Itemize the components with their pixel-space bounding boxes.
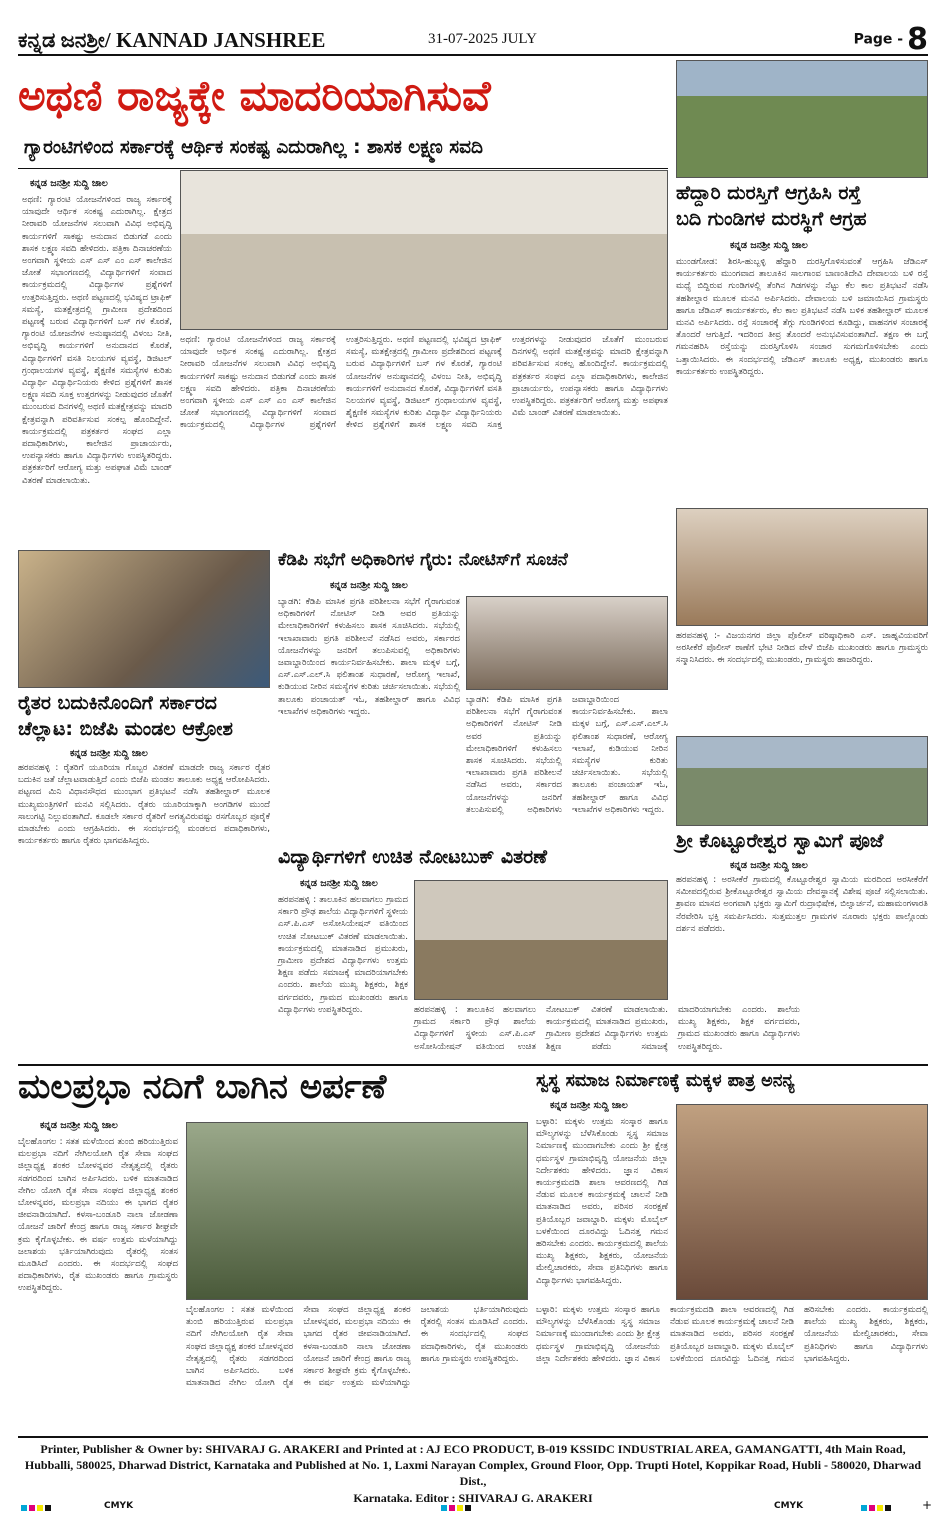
article3-byline: ಕನ್ನಡ ಜನಶ್ರೀ ಸುದ್ದಿ ಜಾಲ (70, 748, 148, 759)
article4-photo (466, 596, 668, 690)
swatch-black (885, 1505, 891, 1511)
newspaper-title: ಕನ್ನಡ ಜನಶ್ರೀ/ KANNAD JANSHREE (18, 28, 326, 52)
article1-body-cols: ಅಥಣಿ: ಗ್ಯಾರಂಟಿ ಯೋಜನೆಗಳಿಂದ ರಾಜ್ಯ ಸರ್ಕಾರಕ್ಕೆ ಯಾವುದೇ ಆರ್ಥಿಕ ಸಂಕಷ್ಟ ಎದುರಾಗಿಲ್ಲ. ಕ್ಷೇತ್ರದ ನೀರಾವರಿ ಯೋಜನೆಗಳ ಸಲುವಾಗಿ ವಿವಿಧ ಅಭಿವೃದ್ಧಿ ಕಾರ್ಯಗಳಿಗೆ ಸಾಕಷ್ಟು ಅನುದಾನ ಬಿಡುಗಡೆ ಎಂದು ಶಾಸಕ ಲಕ್ಷ್ಮಣ ಸವದಿ ಹೇಳಿದರು. ಪತ್ರಿಕಾ ದಿನಾಚರಣೆಯ ಅಂಗವಾಗಿ ಸ್ಥಳೀಯ ಎಸ್ ಎಸ್ ಎಂ ಎಸ್ ಕಾಲೇಜಿನ ಜೋತೆ ಸಭಾಂಗಣದಲ್ಲಿ ವಿದ್ಯಾರ್ಥಿಗಳಿಗೆ ಸಂವಾದ ಕಾರ್ಯಕ್ರಮದಲ್ಲಿ ವಿದ್ಯಾರ್ಥಿಗಳ ಪ್ರಶ್ನೆಗಳಿಗೆ ಉತ್ತರಿಸುತ್ತಿದ್ದರು. ಅಥಣಿ ಪಟ್ಟಣದಲ್ಲಿ ಭವಿಷ್ಯದ ಟ್ರಾಫಿಕ್ ಸಮಸ್ಯೆ, ಮತಕ್ಷೇತ್ರದಲ್ಲಿ ಗ್ರಾಮೀಣ ಪ್ರದೇಶದಿಂದ ಪಟ್ಟಣಕ್ಕೆ ಬರುವ ವಿದ್ಯಾರ್ಥಿಗಳಿಗೆ ಬಸ್ ಗಳ ಕೊರತೆ, ಗ್ಯಾರಂಟಿ ಯೋಜನೆಗಳ ಅನುಷ್ಠಾನದಲ್ಲಿ ವಿಳಂಬ ನೀತಿ, ಅಭಿವೃದ್ಧಿ ಕಾರ್ಯಗಳಿಗೆ ಅನುದಾನದ ಕೊರತೆ, ವಿದ್ಯಾರ್ಥಿಗಳಿಗೆ ವಸತಿ ನಿಲಯಗಳ ವ್ಯವಸ್ಥೆ, ಡಿಜಿಟಲ್ ಗ್ರಂಥಾಲಯಗಳ ವ್ಯವಸ್ಥೆ, ಶೈಕ್ಷಣಿಕ ಸಮಸ್ಯೆಗಳ ಕುರಿತು ವಿದ್ಯಾರ್ಥಿ ವಿದ್ಯಾರ್ಥಿನಿಯರು ಕೇಳಿದ ಪ್ರಶ್ನೆಗಳಿಗೆ ಶಾಸಕ ಲಕ್ಷ್ಮಣ ಸವದಿ ಸೂಕ್ತ ಉತ್ತರಗಳನ್ನು ನೀಡುವುದರ ಜೊತೆಗೆ ಮುಂಬರುವ ದಿನಗಳಲ್ಲಿ ಅಥಣಿ ಮತಕ್ಷೇತ್ರವನ್ನು ಮಾದರಿ ಕ್ಷೇತ್ರವನ್ನಾಗಿ ಪರಿವರ್ತಿಸುವ ಸಂಕಲ್ಪ ಹೊಂದಿದ್ದೇನೆ. ಕಾರ್ಯಕ್ರಮದಲ್ಲಿ ಪತ್ರಕರ್ತರ ಸಂಘದ ಎಲ್ಲಾ ಪದಾಧಿಕಾರಿಗಳು, ಕಾಲೇಜಿನ ಪ್ರಾಚಾರ್ಯರು, ಉಪನ್ಯಾಸಕರು ಹಾಗೂ ವಿದ್ಯಾರ್ಥಿಗಳು ಉಪಸ್ಥಿತರಿದ್ದರು. ಪತ್ರಕರ್ತರಿಗೆ ಆರೋಗ್ಯ ಮತ್ತು ಅಪಘಾತ ವಿಮೆ ಬಾಂಡ್ ವಿತರಣೆ ಮಾಡಲಾಯಿತು. (180, 335, 668, 431)
cmyk-marker-left (100, 1500, 137, 1519)
article7-body-col1: ಹರಪನಹಳ್ಳಿ : ತಾಲೂಕಿನ ಹಲವಾಗಲು ಗ್ರಾಮದ ಸರ್ಕಾರಿ ಪ್ರೌಢ ಶಾಲೆಯ ವಿದ್ಯಾರ್ಥಿಗಳಿಗೆ ಸ್ಥಳೀಯ ಎಸ್.ಪಿ.ಎಸ್ ಅಸೋಸಿಯೇಷನ್ ವತಿಯಿಂದ ಉಚಿತ ನೋಟಬುಕ್ ವಿತರಣೆ ಮಾಡಲಾಯಿತು. ಕಾರ್ಯಕ್ರಮದಲ್ಲಿ ಮಾತನಾಡಿದ ಪ್ರಮುಖರು, ಗ್ರಾಮೀಣ ಪ್ರದೇಶದ ವಿದ್ಯಾರ್ಥಿಗಳು ಉತ್ತಮ ಶಿಕ್ಷಣ ಪಡೆದು ಸಮಾಜಕ್ಕೆ ಮಾದರಿಯಾಗಬೇಕು ಎಂದರು. ಶಾಲೆಯ ಮುಖ್ಯ ಶಿಕ್ಷಕರು, ಶಿಕ್ಷಕ ವರ್ಗದವರು, ಗ್ರಾಮದ ಮುಖಂಡರು ಹಾಗೂ ವಿದ್ಯಾರ್ಥಿಗಳು ಉಪಸ್ಥಿತರಿದ್ದರು. (278, 895, 408, 1015)
swatch-black (45, 1505, 51, 1511)
cmyk-label: CMYK (104, 1501, 134, 1511)
article1-photo (180, 170, 668, 330)
article8-body-cols: ಬೈಲಹೊಂಗಲ : ಸತತ ಮಳೆಯಿಂದ ತುಂಬಿ ಹರಿಯುತ್ತಿರುವ ಮಲಪ್ರಭಾ ನದಿಗೆ ನೇಗಿಲಯೋಗಿ ರೈತ ಸೇವಾ ಸಂಘದ ಜಿಲ್ಲಾಧ್ಯಕ್ಷ ಶಂಕರ ಬೋಳನ್ನವರ ನೇತೃತ್ವದಲ್ಲಿ ರೈತರು ಸಡಗರದಿಂದ ಬಾಗಿನ ಅರ್ಪಿಸಿದರು. ಬಳಿಕ ಮಾತನಾಡಿದ ನೇಗಿಲ ಯೋಗಿ ರೈತ ಸೇವಾ ಸಂಘದ ಜಿಲ್ಲಾಧ್ಯಕ್ಷ ಶಂಕರ ಬೋಳನ್ನವರ, ಮಲಪ್ರಭಾ ನದಿಯು ಈ ಭಾಗದ ರೈತರ ಜೀವನಾಡಿಯಾಗಿದೆ. ಕಳಸಾ-ಬಂಡೂರಿ ನಾಲಾ ಜೋಡಣಾ ಯೋಜನೆ ಜಾರಿಗೆ ಕೇಂದ್ರ ಹಾಗೂ ರಾಜ್ಯ ಸರ್ಕಾರ ಶೀಘ್ರವೇ ಕ್ರಮ ಕೈಗೊಳ್ಳಬೇಕು. ಈ ವರ್ಷ ಉತ್ತಮ ಮಳೆಯಾಗಿದ್ದು ಜಲಾಶಯ ಭರ್ತಿಯಾಗಿರುವುದು ರೈತರಲ್ಲಿ ಸಂತಸ ಮೂಡಿಸಿದೆ ಎಂದರು. ಈ ಸಂದರ್ಭದಲ್ಲಿ ಸಂಘದ ಪದಾಧಿಕಾರಿಗಳು, ರೈತ ಮುಖಂಡರು ಹಾಗೂ ಗ್ರಾಮಸ್ಥರು ಉಪಸ್ಥಿತರಿದ್ದರು. (186, 1305, 528, 1389)
article5-photo (676, 508, 928, 626)
article8-body-col1: ಬೈಲಹೊಂಗಲ : ಸತತ ಮಳೆಯಿಂದ ತುಂಬಿ ಹರಿಯುತ್ತಿರುವ ಮಲಪ್ರಭಾ ನದಿಗೆ ನೇಗಿಲಯೋಗಿ ರೈತ ಸೇವಾ ಸಂಘದ ಜಿಲ್ಲಾಧ್ಯಕ್ಷ ಶಂಕರ ಬೋಳನ್ನವರ ನೇತೃತ್ವದಲ್ಲಿ ರೈತರು ಸಡಗರದಿಂದ ಬಾಗಿನ ಅರ್ಪಿಸಿದರು. ಬಳಿಕ ಮಾತನಾಡಿದ ನೇಗಿಲ ಯೋಗಿ ರೈತ ಸೇವಾ ಸಂಘದ ಜಿಲ್ಲಾಧ್ಯಕ್ಷ ಶಂಕರ ಬೋಳನ್ನವರ, ಮಲಪ್ರಭಾ ನದಿಯು ಈ ಭಾಗದ ರೈತರ ಜೀವನಾಡಿಯಾಗಿದೆ. ಕಳಸಾ-ಬಂಡೂರಿ ನಾಲಾ ಜೋಡಣಾ ಯೋಜನೆ ಜಾರಿಗೆ ಕೇಂದ್ರ ಹಾಗೂ ರಾಜ್ಯ ಸರ್ಕಾರ ಶೀಘ್ರವೇ ಕ್ರಮ ಕೈಗೊಳ್ಳಬೇಕು. ಈ ವರ್ಷ ಉತ್ತಮ ಮಳೆಯಾಗಿದ್ದು ಜಲಾಶಯ ಭರ್ತಿಯಾಗಿರುವುದು ರೈತರಲ್ಲಿ ಸಂತಸ ಮೂಡಿಸಿದೆ ಎಂದರು. ಈ ಸಂದರ್ಭದಲ್ಲಿ ಸಂಘದ ಪದಾಧಿಕಾರಿಗಳು, ರೈತ ಮುಖಂಡರು ಹಾಗೂ ಗ್ರಾಮಸ್ಥರು ಉಪಸ್ಥಿತರಿದ್ದರು. (18, 1137, 178, 1294)
crosshair-icon: + (922, 1498, 933, 1512)
article2-photo (676, 60, 928, 178)
color-swatches-right (860, 1500, 892, 1519)
article3-body: ಹರಪನಹಳ್ಳಿ : ರೈತರಿಗೆ ಯೂರಿಯಾ ಗೊಬ್ಬರ ವಿತರಣೆ ಮಾಡದೇ ರಾಜ್ಯ ಸರ್ಕಾರ ರೈತರ ಬದುಕಿನ ಜತೆ ಚೆಲ್ಲಾಟವಾಡುತ್ತಿದೆ ಎಂದು ಬಿಜೆಪಿ ಮಂಡಲ ತಾಲೂಕು ಅಧ್ಯಕ್ಷ ಆರೋಪಿಸಿದರು. ಪಟ್ಟಣದ ಮಿನಿ ವಿಧಾನಸೌಧದ ಮುಂಭಾಗ ಪ್ರತಿಭಟನೆ ನಡೆಸಿ ತಹಶೀಲ್ದಾರ್ ಮೂಲಕ ಮುಖ್ಯಮಂತ್ರಿಗಳಿಗೆ ಮನವಿ ಸಲ್ಲಿಸಿದರು. ರೈತರು ಯೂರಿಯಾಕ್ಕಾಗಿ ಅಂಗಡಿಗಳ ಮುಂದೆ ಸಾಲುಗಟ್ಟಿ ನಿಲ್ಲುವಂತಾಗಿದೆ. ಕೂಡಲೇ ಸರ್ಕಾರ ರೈತರಿಗೆ ಅಗತ್ಯವಿರುವಷ್ಟು ರಸಗೊಬ್ಬರ ಪೂರೈಕೆ ಮಾಡಬೇಕು ಎಂದು ಆಗ್ರಹಿಸಿದರು. ಈ ಸಂದರ್ಭದಲ್ಲಿ ಮಂಡಲದ ಪದಾಧಿಕಾರಿಗಳು, ಕಾರ್ಯಕರ್ತರು ಹಾಗೂ ರೈತರು ಭಾಗವಹಿಸಿದ್ದರು. (18, 763, 270, 847)
article7-headline: ವಿದ್ಯಾರ್ಥಿಗಳಿಗೆ ಉಚಿತ ನೋಟಬುಕ್ ವಿತರಣೆ (278, 846, 548, 868)
article9-byline: ಕನ್ನಡ ಜನಶ್ರೀ ಸುದ್ದಿ ಜಾಲ (550, 1100, 628, 1111)
imprint-footer (18, 1436, 928, 1505)
article2-headline-line1: ಹೆದ್ದಾರಿ ದುರಸ್ತಿಗೆ ಆಗ್ರಹಿಸಿ ರಸ್ತೆ (676, 182, 861, 204)
swatch-magenta (449, 1505, 455, 1511)
imprint-line-1: Printer, Publisher & Owner by: SHIVARAJ G. ARAKERI and Printed at : AJ ECO PRODUCT, B-019 KSSIDC INDUSTRIAL AREA, GAMANGATTI, 4th Main Road, (40, 1442, 906, 1456)
article6-byline: ಕನ್ನಡ ಜನಶ್ರೀ ಸುದ್ದಿ ಜಾಲ (730, 860, 808, 871)
article6-body: ಹರಪನಹಳ್ಳಿ : ಅರಸೀಕೆರೆ ಗ್ರಾಮದಲ್ಲಿ ಕೊಟ್ಟೂರೇಶ್ವರ ಸ್ವಾಮಿಯ ಮರದಿಂದ ಅರಸೀಕೆರೆಗೆ ಸಮೀಪದಲ್ಲಿರುವ ಶ್ರೀಕೊಟ್ಟೂರೇಶ್ವರ ಸ್ವಾಮಿಯ ದೇವಸ್ಥಾನಕ್ಕೆ ವಿಶೇಷ ಪೂಜೆ ಸಲ್ಲಿಸಲಾಯಿತು. ಶ್ರಾವಣ ಮಾಸದ ಅಂಗವಾಗಿ ಭಕ್ತರು ಸ್ವಾಮಿಗೆ ರುದ್ರಾಭಿಷೇಕ, ಬಿಲ್ವಾರ್ಚನೆ, ಮಹಾಮಂಗಳಾರತಿ ನೆರವೇರಿಸಿ ಭಕ್ತಿ ಸಮರ್ಪಿಸಿದರು. ಸುತ್ತಮುತ್ತಲ ಗ್ರಾಮಗಳ ನೂರಾರು ಭಕ್ತರು ಪಾಲ್ಗೊಂಡು ದರ್ಶನ ಪಡೆದರು. (676, 875, 928, 934)
article5-body: ಹರಪನಹಳ್ಳಿ :- ವಿಜಯನಗರ ಜಿಲ್ಲಾ ಪೊಲೀಸ್ ವರಿಷ್ಠಾಧಿಕಾರಿ ಎಸ್. ಜಾಹ್ನವಿಯವರಿಗೆ ಅರಸೀಕೆರೆ ಪೊಲೀಸ್ ಠಾಣೆಗೆ ಭೇಟಿ ನೀಡಿದ ವೇಳೆ ಬಿಜೆಪಿ ಮುಖಂಡರು ಹಾಗೂ ಗ್ರಾಮಸ್ಥರು ಸನ್ಮಾನಿಸಿದರು. ಈ ಸಂದರ್ಭದಲ್ಲಿ ಮುಖಂಡರು, ಗ್ರಾಮಸ್ಥರು ಹಾಜರಿದ್ದರು. (676, 631, 928, 666)
article3-photo (18, 550, 270, 688)
article4-body-cols: ಬ್ಯಾಡಗಿ: ಕೆಡಿಪಿ ಮಾಸಿಕ ಪ್ರಗತಿ ಪರಿಶೀಲನಾ ಸಭೆಗೆ ಗೈರಾಗುವಂತ ಅಧಿಕಾರಿಗಳಿಗೆ ನೋಟಿಸ್ ನೀಡಿ ಅವರ ಪ್ರತಿಯನ್ನು ಮೇಲಾಧಿಕಾರಿಗಳಿಗೆ ಕಳುಹಿಸಲು ಶಾಸಕ ಸೂಚಿಸಿದರು. ಸಭೆಯಲ್ಲಿ ಇಲಾಖಾವಾರು ಪ್ರಗತಿ ಪರಿಶೀಲನೆ ನಡೆಸಿದ ಅವರು, ಸರ್ಕಾರದ ಯೋಜನೆಗಳನ್ನು ಜನರಿಗೆ ತಲುಪಿಸುವಲ್ಲಿ ಅಧಿಕಾರಿಗಳು ಜವಾಬ್ದಾರಿಯಿಂದ ಕಾರ್ಯನಿರ್ವಹಿಸಬೇಕು. ಶಾಲಾ ಮಕ್ಕಳ ಬಗ್ಗೆ, ಎಸ್.ಎಸ್.ಎಲ್.ಸಿ ಫಲಿತಾಂಶ ಸುಧಾರಣೆ, ಆರೋಗ್ಯ ಇಲಾಖೆ, ಕುಡಿಯುವ ನೀರಿನ ಸಮಸ್ಯೆಗಳ ಕುರಿತು ಚರ್ಚಿಸಲಾಯಿತು. ಸಭೆಯಲ್ಲಿ ತಾಲೂಕು ಪಂಚಾಯತ್ ಇಓ, ತಹಶೀಲ್ದಾರ್ ಹಾಗೂ ವಿವಿಧ ಇಲಾಖೆಗಳ ಅಧಿಕಾರಿಗಳು ಇದ್ದರು. (466, 695, 668, 815)
swatch-yellow (37, 1505, 43, 1511)
article9-photo (676, 1104, 928, 1300)
article4-body-col1: ಬ್ಯಾಡಗಿ: ಕೆಡಿಪಿ ಮಾಸಿಕ ಪ್ರಗತಿ ಪರಿಶೀಲನಾ ಸಭೆಗೆ ಗೈರಾಗುವಂತ ಅಧಿಕಾರಿಗಳಿಗೆ ನೋಟಿಸ್ ನೀಡಿ ಅವರ ಪ್ರತಿಯನ್ನು ಮೇಲಾಧಿಕಾರಿಗಳಿಗೆ ಕಳುಹಿಸಲು ಶಾಸಕ ಸೂಚಿಸಿದರು. ಸಭೆಯಲ್ಲಿ ಇಲಾಖಾವಾರು ಪ್ರಗತಿ ಪರಿಶೀಲನೆ ನಡೆಸಿದ ಅವರು, ಸರ್ಕಾರದ ಯೋಜನೆಗಳನ್ನು ಜನರಿಗೆ ತಲುಪಿಸುವಲ್ಲಿ ಅಧಿಕಾರಿಗಳು ಜವಾಬ್ದಾರಿಯಿಂದ ಕಾರ್ಯನಿರ್ವಹಿಸಬೇಕು. ಶಾಲಾ ಮಕ್ಕಳ ಬಗ್ಗೆ, ಎಸ್.ಎಸ್.ಎಲ್.ಸಿ ಫಲಿತಾಂಶ ಸುಧಾರಣೆ, ಆರೋಗ್ಯ ಇಲಾಖೆ, ಕುಡಿಯುವ ನೀರಿನ ಸಮಸ್ಯೆಗಳ ಕುರಿತು ಚರ್ಚಿಸಲಾಯಿತು. ಸಭೆಯಲ್ಲಿ ತಾಲೂಕು ಪಂಚಾಯತ್ ಇಓ, ತಹಶೀಲ್ದಾರ್ ಹಾಗೂ ವಿವಿಧ ಇಲಾಖೆಗಳ ಅಧಿಕಾರಿಗಳು ಇದ್ದರು. (278, 597, 460, 717)
swatch-cyan (441, 1505, 447, 1511)
page-number: 8 (907, 22, 928, 57)
article4-byline: ಕನ್ನಡ ಜನಶ್ರೀ ಸುದ್ದಿ ಜಾಲ (330, 580, 408, 591)
article6-photo (676, 736, 928, 826)
article8-photo (186, 1122, 528, 1300)
swatch-yellow (877, 1505, 883, 1511)
imprint-line-2: Hubballi, 580025, Dharwad District, Karnataka and Published at No. 1, Laxmi Narayan Complex, Ground Floor, Opp. Trupti Hotel, Koppikar Road, Hubli - 580020, Dharwad Dist., (24, 1458, 922, 1489)
article8-byline: ಕನ್ನಡ ಜನಶ್ರೀ ಸುದ್ದಿ ಜಾಲ (40, 1120, 118, 1131)
swatch-black (465, 1505, 471, 1511)
masthead (18, 22, 928, 57)
article7-body-cols: ಹರಪನಹಳ್ಳಿ : ತಾಲೂಕಿನ ಹಲವಾಗಲು ಗ್ರಾಮದ ಸರ್ಕಾರಿ ಪ್ರೌಢ ಶಾಲೆಯ ವಿದ್ಯಾರ್ಥಿಗಳಿಗೆ ಸ್ಥಳೀಯ ಎಸ್.ಪಿ.ಎಸ್ ಅಸೋಸಿಯೇಷನ್ ವತಿಯಿಂದ ಉಚಿತ ನೋಟಬುಕ್ ವಿತರಣೆ ಮಾಡಲಾಯಿತು. ಕಾರ್ಯಕ್ರಮದಲ್ಲಿ ಮಾತನಾಡಿದ ಪ್ರಮುಖರು, ಗ್ರಾಮೀಣ ಪ್ರದೇಶದ ವಿದ್ಯಾರ್ಥಿಗಳು ಉತ್ತಮ ಶಿಕ್ಷಣ ಪಡೆದು ಸಮಾಜಕ್ಕೆ ಮಾದರಿಯಾಗಬೇಕು ಎಂದರು. ಶಾಲೆಯ ಮುಖ್ಯ ಶಿಕ್ಷಕರು, ಶಿಕ್ಷಕ ವರ್ಗದವರು, ಗ್ರಾಮದ ಮುಖಂಡರು ಹಾಗೂ ವಿದ್ಯಾರ್ಥಿಗಳು ಉಪಸ್ಥಿತರಿದ್ದರು. (414, 1005, 800, 1052)
cmyk-label: CMYK (774, 1501, 804, 1511)
swatch-yellow (457, 1505, 463, 1511)
registration-bar (0, 1500, 945, 1514)
article9-body-cols: ಬಳ್ಳಾರಿ: ಮಕ್ಕಳು ಉತ್ತಮ ಸಂಸ್ಕಾರ ಹಾಗೂ ಮೌಲ್ಯಗಳನ್ನು ಬೆಳೆಸಿಕೊಂಡು ಸ್ವಸ್ಥ ಸಮಾಜ ನಿರ್ಮಾಣಕ್ಕೆ ಮುಂದಾಗಬೇಕು ಎಂದು ಶ್ರೀ ಕ್ಷೇತ್ರ ಧರ್ಮಸ್ಥಳ ಗ್ರಾಮಾಭಿವೃದ್ಧಿ ಯೋಜನೆಯ ಜಿಲ್ಲಾ ನಿರ್ದೇಶಕರು ಹೇಳಿದರು. ಜ್ಞಾನ ವಿಕಾಸ ಕಾರ್ಯಕ್ರಮದಡಿ ಶಾಲಾ ಆವರಣದಲ್ಲಿ ಗಿಡ ನೆಡುವ ಮೂಲಕ ಕಾರ್ಯಕ್ರಮಕ್ಕೆ ಚಾಲನೆ ನೀಡಿ ಮಾತನಾಡಿದ ಅವರು, ಪರಿಸರ ಸಂರಕ್ಷಣೆ ಪ್ರತಿಯೊಬ್ಬರ ಜವಾಬ್ದಾರಿ. ಮಕ್ಕಳು ಮೊಬೈಲ್ ಬಳಕೆಯಿಂದ ದೂರವಿದ್ದು ಓದಿನತ್ತ ಗಮನ ಹರಿಸಬೇಕು ಎಂದರು. ಕಾರ್ಯಕ್ರಮದಲ್ಲಿ ಶಾಲೆಯ ಮುಖ್ಯ ಶಿಕ್ಷಕರು, ಶಿಕ್ಷಕರು, ಯೋಜನೆಯ ಮೇಲ್ವಿಚಾರಕರು, ಸೇವಾ ಪ್ರತಿನಿಧಿಗಳು ಹಾಗೂ ವಿದ್ಯಾರ್ಥಿಗಳು ಭಾಗವಹಿಸಿದ್ದರು. (536, 1305, 928, 1364)
swatch-magenta (29, 1505, 35, 1511)
article8-headline: ಮಲಪ್ರಭಾ ನದಿಗೆ ಬಾಗಿನ ಅರ್ಪಣೆ (18, 1067, 387, 1107)
article2-body: ಮುಂಡಗೋಡ: ಶಿರಸಿ-ಹುಬ್ಬಳ್ಳಿ ಹೆದ್ದಾರಿ ದುರಸ್ತಿಗೊಳಿಸುವಂತೆ ಆಗ್ರಹಿಸಿ ಜೆಡಿಎಸ್ ಕಾರ್ಯಕರ್ತರು ಮುಂಗವಾದ ತಾಲೂಕಿನ ಸಾಲಗಾಂವ ಬಾಣಂತಿದೇವಿ ದೇವಾಲಯ ಬಳಿ ರಸ್ತೆ ಮಧ್ಯೆ ಬಿದ್ದಿರುವ ಗುಂಡಿಗಳಲ್ಲಿ ತೆಂಗಿನ ಗಿಡಗಳನ್ನು ನೆಟ್ಟು ಕೆಲ ಕಾಲ ಪ್ರತಿಭಟನೆ ನಡೆಸಿ ತಹಶೀಲ್ದಾರ ಮೂಲಕ ಮನವಿ ಅರ್ಪಿಸಿದರು. ದೇವಾಲಯ ಬಳಿ ಜಮಾಯಿಸಿದ ಗ್ರಾಮಸ್ಥರು ಹಾಗೂ ಜೆಡಿಎಸ್ ಕಾರ್ಯಕರ್ತರು, ಕೆಲ ಕಾಲ ಪ್ರತಿಭಟನೆ ನಡೆಸಿ ಬಳಿಕ ತಹಶೀಲ್ದಾರ್ ಮೂಲಕ ಮನವಿ ಅರ್ಪಿಸಿದರು. ರಸ್ತೆ ಸಂಚಾರಕ್ಕೆ ತೆಗ್ಗು ಗುಂಡಿಗಳಿಂದ ಕೂಡಿದ್ದು, ವಾಹನಗಳ ಸಂಚಾರಕ್ಕೆ ತೊಂದರೆ ಆಗುತ್ತಿದೆ. ಇದರಿಂದ ತೀವ್ರ ತೊಂದರೆ ಅನುಭವಿಸುವಂತಾಗಿದೆ. ತಕ್ಷಣ ಈ ಬಗ್ಗೆ ಗಮನಹರಿಸಿ ರಸ್ತೆಯನ್ನು ದುರಸ್ತಿಗೊಳಿಸಿ ಸಂಚಾರ ಸುಗಮಗೊಳಿಸಬೇಕು ಎಂದು ಒತ್ತಾಯಿಸಿದರು. ಈ ಸಂದರ್ಭದಲ್ಲಿ ಜೆಡಿಎಸ್ ತಾಲೂಕು ಅಧ್ಯಕ್ಷ, ಮುಖಂಡರು ಹಾಗೂ ಕಾರ್ಯಕರ್ತರು ಉಪಸ್ಥಿತರಿದ್ದರು. (676, 257, 928, 377)
divider (18, 168, 668, 169)
article1-body-col1: ಅಥಣಿ: ಗ್ಯಾರಂಟಿ ಯೋಜನೆಗಳಿಂದ ರಾಜ್ಯ ಸರ್ಕಾರಕ್ಕೆ ಯಾವುದೇ ಆರ್ಥಿಕ ಸಂಕಷ್ಟ ಎದುರಾಗಿಲ್ಲ. ಕ್ಷೇತ್ರದ ನೀರಾವರಿ ಯೋಜನೆಗಳ ಸಲುವಾಗಿ ವಿವಿಧ ಅಭಿವೃದ್ಧಿ ಕಾರ್ಯಗಳಿಗೆ ಸಾಕಷ್ಟು ಅನುದಾನ ಬಿಡುಗಡೆ ಎಂದು ಶಾಸಕ ಲಕ್ಷ್ಮಣ ಸವದಿ ಹೇಳಿದರು. ಪತ್ರಿಕಾ ದಿನಾಚರಣೆಯ ಅಂಗವಾಗಿ ಸ್ಥಳೀಯ ಎಸ್ ಎಸ್ ಎಂ ಎಸ್ ಕಾಲೇಜಿನ ಜೋತೆ ಸಭಾಂಗಣದಲ್ಲಿ ವಿದ್ಯಾರ್ಥಿಗಳಿಗೆ ಸಂವಾದ ಕಾರ್ಯಕ್ರಮದಲ್ಲಿ ವಿದ್ಯಾರ್ಥಿಗಳ ಪ್ರಶ್ನೆಗಳಿಗೆ ಉತ್ತರಿಸುತ್ತಿದ್ದರು. ಅಥಣಿ ಪಟ್ಟಣದಲ್ಲಿ ಭವಿಷ್ಯದ ಟ್ರಾಫಿಕ್ ಸಮಸ್ಯೆ, ಮತಕ್ಷೇತ್ರದಲ್ಲಿ ಗ್ರಾಮೀಣ ಪ್ರದೇಶದಿಂದ ಪಟ್ಟಣಕ್ಕೆ ಬರುವ ವಿದ್ಯಾರ್ಥಿಗಳಿಗೆ ಬಸ್ ಗಳ ಕೊರತೆ, ಗ್ಯಾರಂಟಿ ಯೋಜನೆಗಳ ಅನುಷ್ಠಾನದಲ್ಲಿ ವಿಳಂಬ ನೀತಿ, ಅಭಿವೃದ್ಧಿ ಕಾರ್ಯಗಳಿಗೆ ಅನುದಾನದ ಕೊರತೆ, ವಿದ್ಯಾರ್ಥಿಗಳಿಗೆ ವಸತಿ ನಿಲಯಗಳ ವ್ಯವಸ್ಥೆ, ಡಿಜಿಟಲ್ ಗ್ರಂಥಾಲಯಗಳ ವ್ಯವಸ್ಥೆ, ಶೈಕ್ಷಣಿಕ ಸಮಸ್ಯೆಗಳ ಕುರಿತು ವಿದ್ಯಾರ್ಥಿ ವಿದ್ಯಾರ್ಥಿನಿಯರು ಕೇಳಿದ ಪ್ರಶ್ನೆಗಳಿಗೆ ಶಾಸಕ ಲಕ್ಷ್ಮಣ ಸವದಿ ಸೂಕ್ತ ಉತ್ತರಗಳನ್ನು ನೀಡುವುದರ ಜೊತೆಗೆ ಮುಂಬರುವ ದಿನಗಳಲ್ಲಿ ಅಥಣಿ ಮತಕ್ಷೇತ್ರವನ್ನು ಮಾದರಿ ಕ್ಷೇತ್ರವನ್ನಾಗಿ ಪರಿವರ್ತಿಸುವ ಸಂಕಲ್ಪ ಹೊಂದಿದ್ದೇನೆ. ಕಾರ್ಯಕ್ರಮದಲ್ಲಿ ಪತ್ರಕರ್ತರ ಸಂಘದ ಎಲ್ಲಾ ಪದಾಧಿಕಾರಿಗಳು, ಕಾಲೇಜಿನ ಪ್ರಾಚಾರ್ಯರು, ಉಪನ್ಯಾಸಕರು ಹಾಗೂ ವಿದ್ಯಾರ್ಥಿಗಳು ಉಪಸ್ಥಿತರಿದ್ದರು. ಪತ್ರಕರ್ತರಿಗೆ ಆರೋಗ್ಯ ಮತ್ತು ಅಪಘಾತ ವಿಮೆ ಬಾಂಡ್ ವಿತರಣೆ ಮಾಡಲಾಯಿತು. (22, 195, 173, 486)
article3-headline-line1: ರೈತರ ಬದುಕಿನೊಂದಿಗೆ ಸರ್ಕಾರದ (18, 692, 217, 714)
article2-byline: ಕನ್ನಡ ಜನಶ್ರೀ ಸುದ್ದಿ ಜಾಲ (730, 240, 808, 251)
article1-subhead: ಗ್ಯಾರಂಟಿಗಳಿಂದ ಸರ್ಕಾರಕ್ಕೆ ಆರ್ಥಿಕ ಸಂಕಷ್ಟ ಎದುರಾಗಿಲ್ಲ : ಶಾಸಕ ಲಕ್ಷ್ಮಣ ಸವದಿ (24, 137, 483, 158)
article3-headline-line2: ಚೆಲ್ಲಾಟ: ಬಿಜೆಪಿ ಮಂಡಲ ಆಕ್ರೋಶ (18, 718, 233, 740)
article4-headline: ಕೆಡಿಪಿ ಸಭೆಗೆ ಅಧಿಕಾರಿಗಳ ಗೈರು: ನೋಟಿಸ್‌ಗೆ ಸೂಚನೆ (278, 550, 568, 570)
color-swatches-left (20, 1500, 52, 1519)
swatch-cyan (21, 1505, 27, 1511)
cmyk-marker-right (770, 1500, 807, 1519)
article7-byline: ಕನ್ನಡ ಜನಶ್ರೀ ಸುದ್ದಿ ಜಾಲ (300, 878, 378, 889)
page-indicator (854, 22, 928, 57)
article7-photo (414, 880, 668, 1000)
article2-headline-line2: ಬದಿ ಗುಂಡಿಗಳ ದುರಸ್ಥಿಗೆ ಆಗ್ರಹ (676, 208, 867, 230)
article1-headline: ಅಥಣಿ ರಾಜ್ಯಕ್ಕೇ ಮಾದರಿಯಾಗಿಸುವೆ (18, 71, 491, 120)
imprint-line-3: Karnataka. Editor : SHIVARAJ G. ARAKERI (353, 1490, 593, 1505)
swatch-cyan (861, 1505, 867, 1511)
article1-byline: ಕನ್ನಡ ಜನಶ್ರೀ ಸುದ್ದಿ ಜಾಲ (30, 178, 108, 189)
page-label: Page - (853, 31, 904, 48)
issue-date: 31-07-2025 JULY (428, 31, 537, 47)
swatch-magenta (869, 1505, 875, 1511)
section-divider (18, 1064, 928, 1066)
article9-headline: ಸ್ವಸ್ಥ ಸಮಾಜ ನಿರ್ಮಾಣಕ್ಕೆ ಮಕ್ಕಳ ಪಾತ್ರ ಅನನ್ಯ (536, 1071, 795, 1091)
article6-headline: ಶ್ರೀ ಕೊಟ್ಟೂರೇಶ್ವರ ಸ್ವಾಮಿಗೆ ಪೂಜೆ (676, 830, 884, 852)
color-swatches-center (440, 1500, 472, 1519)
article9-body-col1: ಬಳ್ಳಾರಿ: ಮಕ್ಕಳು ಉತ್ತಮ ಸಂಸ್ಕಾರ ಹಾಗೂ ಮೌಲ್ಯಗಳನ್ನು ಬೆಳೆಸಿಕೊಂಡು ಸ್ವಸ್ಥ ಸಮಾಜ ನಿರ್ಮಾಣಕ್ಕೆ ಮುಂದಾಗಬೇಕು ಎಂದು ಶ್ರೀ ಕ್ಷೇತ್ರ ಧರ್ಮಸ್ಥಳ ಗ್ರಾಮಾಭಿವೃದ್ಧಿ ಯೋಜನೆಯ ಜಿಲ್ಲಾ ನಿರ್ದೇಶಕರು ಹೇಳಿದರು. ಜ್ಞಾನ ವಿಕಾಸ ಕಾರ್ಯಕ್ರಮದಡಿ ಶಾಲಾ ಆವರಣದಲ್ಲಿ ಗಿಡ ನೆಡುವ ಮೂಲಕ ಕಾರ್ಯಕ್ರಮಕ್ಕೆ ಚಾಲನೆ ನೀಡಿ ಮಾತನಾಡಿದ ಅವರು, ಪರಿಸರ ಸಂರಕ್ಷಣೆ ಪ್ರತಿಯೊಬ್ಬರ ಜವಾಬ್ದಾರಿ. ಮಕ್ಕಳು ಮೊಬೈಲ್ ಬಳಕೆಯಿಂದ ದೂರವಿದ್ದು ಓದಿನತ್ತ ಗಮನ ಹರಿಸಬೇಕು ಎಂದರು. ಕಾರ್ಯಕ್ರಮದಲ್ಲಿ ಶಾಲೆಯ ಮುಖ್ಯ ಶಿಕ್ಷಕರು, ಶಿಕ್ಷಕರು, ಯೋಜನೆಯ ಮೇಲ್ವಿಚಾರಕರು, ಸೇವಾ ಪ್ರತಿನಿಧಿಗಳು ಹಾಗೂ ವಿದ್ಯಾರ್ಥಿಗಳು ಭಾಗವಹಿಸಿದ್ದರು. (536, 1117, 668, 1286)
